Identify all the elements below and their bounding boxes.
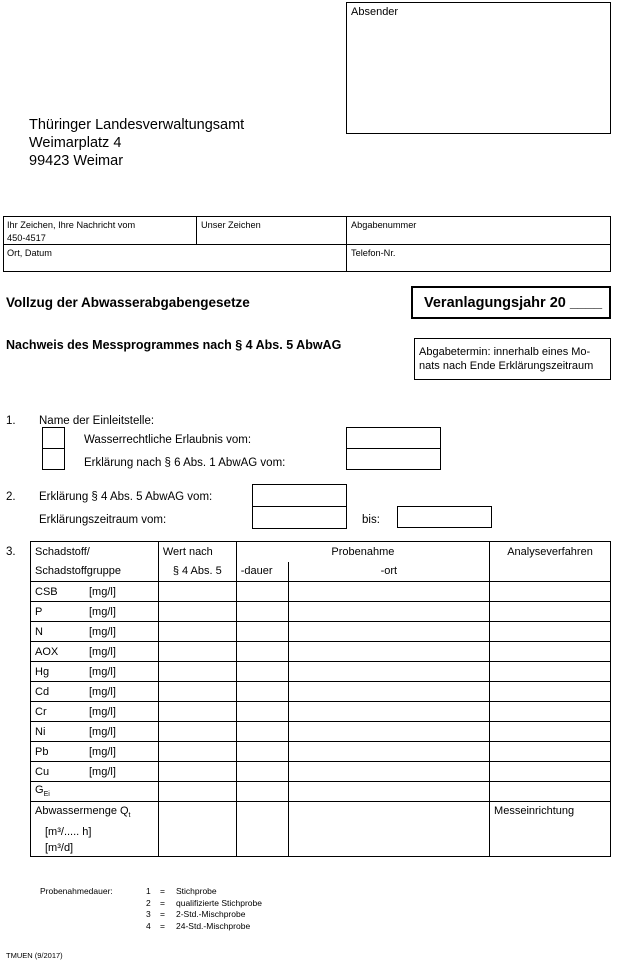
table-row <box>31 662 611 682</box>
wert-field[interactable] <box>158 642 236 662</box>
dauer-field[interactable] <box>236 602 288 622</box>
dauer-field[interactable] <box>236 722 288 742</box>
wert-field[interactable] <box>158 702 236 722</box>
table-row <box>31 642 611 662</box>
recipient-name: Thüringer Landesverwaltungsamt <box>29 117 245 133</box>
pollutant-unit: [mg/l] <box>89 605 116 618</box>
pollutant-name: Ni <box>35 725 46 738</box>
pollutant-unit: [mg/l] <box>89 705 116 718</box>
header-row-1 <box>31 542 611 562</box>
section-1-number: 1. <box>6 415 16 427</box>
pollutant-unit: [mg/l] <box>89 645 116 658</box>
legend-item <box>146 898 262 910</box>
header-schadstoff-1: Schadstoff/ <box>31 542 159 562</box>
bis-label: bis: <box>362 514 380 526</box>
pollutant-name: Hg <box>35 665 50 678</box>
divider <box>4 244 610 245</box>
pollutant-unit: [mg/l] <box>89 745 116 758</box>
legend-text: 24-Std.-Mischprobe <box>176 920 251 931</box>
legend-num: 1 <box>146 886 151 896</box>
ort-field[interactable] <box>288 582 489 602</box>
header-probenahme: Probenahme <box>236 542 489 562</box>
sender-box[interactable] <box>346 2 611 134</box>
legend-text: Stichprobe <box>176 886 217 896</box>
analyse-field[interactable] <box>490 722 611 742</box>
ort-field[interactable] <box>288 702 489 722</box>
abwassermenge-unit-h: [m³/..... h] <box>45 826 92 839</box>
wert-field[interactable] <box>158 742 236 762</box>
abwassermenge-dauer-field[interactable] <box>236 802 288 857</box>
pollutant-name: N <box>35 625 43 638</box>
ort-field[interactable] <box>288 602 489 622</box>
option-1-label: Wasserrechtliche Erlaubnis vom: <box>84 434 252 446</box>
sender-label: Absender <box>351 6 399 18</box>
analyse-field[interactable] <box>490 622 611 642</box>
pollutant-name: Pb <box>35 745 49 758</box>
ihr-zeichen-field[interactable]: 450-4517 <box>7 233 46 243</box>
dauer-field[interactable] <box>236 622 288 642</box>
header-ort: -ort <box>288 562 489 582</box>
analyse-field[interactable] <box>490 662 611 682</box>
table-row <box>31 722 611 742</box>
header-dauer: -dauer <box>236 562 288 582</box>
pollutant-label <box>31 642 159 662</box>
analyse-field[interactable] <box>490 582 611 602</box>
section-2-number: 2. <box>6 491 16 503</box>
header-row-2 <box>31 562 611 582</box>
form-title: Vollzug der Abwasserabgabengesetze <box>6 295 250 310</box>
pollutant-label <box>31 622 159 642</box>
dauer-field[interactable] <box>236 742 288 762</box>
section-3-number: 3. <box>6 546 16 558</box>
dauer-field[interactable] <box>236 582 288 602</box>
pollutant-name: Cd <box>35 685 50 698</box>
pollutant-unit: [mg/l] <box>89 665 116 678</box>
zeitraum-to-field[interactable] <box>397 506 492 528</box>
abwassermenge-ort-field[interactable] <box>288 802 489 857</box>
unser-zeichen-field[interactable] <box>197 231 345 243</box>
table-row <box>31 762 611 782</box>
analyse-field[interactable] <box>490 642 611 662</box>
veranlagungsjahr-label: Veranlagungsjahr 20 ____ <box>424 295 603 311</box>
abwassermenge-wert-field[interactable] <box>158 802 236 857</box>
table-row <box>31 602 611 622</box>
header-wert-2: § 4 Abs. 5 <box>158 562 236 582</box>
ort-field[interactable] <box>288 662 489 682</box>
pollutant-unit: [mg/l] <box>89 685 116 698</box>
reference-table <box>3 216 611 272</box>
erklaerung-4-date-field[interactable] <box>252 484 347 507</box>
ort-field[interactable] <box>288 762 489 782</box>
legend-item <box>146 886 262 898</box>
abwassermenge-row <box>31 802 611 857</box>
deadline-line-1: Abgabetermin: innerhalb eines Mo- <box>419 346 591 358</box>
ort-field[interactable] <box>288 642 489 662</box>
analyse-field[interactable] <box>490 682 611 702</box>
wert-field[interactable] <box>158 602 236 622</box>
abgabenummer-label: Abgabenummer <box>351 220 417 230</box>
ort-field[interactable] <box>288 622 489 642</box>
pollutant-label <box>31 722 159 742</box>
erklaerung-4-label: Erklärung § 4 Abs. 5 AbwAG vom: <box>39 491 213 503</box>
section-1-label: Name der Einleitstelle: <box>39 415 155 427</box>
wert-field[interactable] <box>158 682 236 702</box>
unser-zeichen-label: Unser Zeichen <box>201 220 261 230</box>
pollutant-name: AOX <box>35 645 59 658</box>
ort-datum-field[interactable] <box>4 259 345 271</box>
gei-dauer-field[interactable] <box>236 782 288 802</box>
gei-row <box>31 782 611 802</box>
legend-num: 3 <box>146 909 151 919</box>
legend-eq: = <box>160 909 165 919</box>
recipient-address <box>29 116 244 170</box>
ort-field[interactable] <box>288 742 489 762</box>
gei-ort-field[interactable] <box>288 782 489 802</box>
abgabenummer-field[interactable] <box>347 231 609 243</box>
table-row <box>31 622 611 642</box>
header-analyse-cont <box>490 562 611 582</box>
ihr-zeichen-label: Ihr Zeichen, Ihre Nachricht vom <box>7 220 136 230</box>
analyse-field[interactable] <box>490 602 611 622</box>
header-wert-1: Wert nach <box>158 542 236 562</box>
deadline-note <box>414 338 611 380</box>
wert-field[interactable] <box>158 622 236 642</box>
pollutant-label <box>31 582 159 602</box>
header-schadstoff-2: Schadstoffgruppe <box>31 562 159 582</box>
pollutant-table <box>30 541 611 857</box>
ort-field[interactable] <box>288 682 489 702</box>
recipient-city: 99423 Weimar <box>29 153 124 169</box>
abwassermenge-label: Abwassermenge $Q_t$ [m³/..... h] [m³/d] <box>31 802 159 857</box>
telefon-field[interactable] <box>347 259 609 271</box>
pollutant-unit: [mg/l] <box>89 585 116 598</box>
dauer-field[interactable] <box>236 662 288 682</box>
telefon-label: Telefon-Nr. <box>351 248 396 258</box>
messeinrichtung-label: Messeinrichtung <box>494 805 575 817</box>
legend-text: 2-Std.-Mischprobe <box>176 909 246 919</box>
legend-title: Probenahmedauer: <box>40 886 113 896</box>
dauer-field[interactable] <box>236 642 288 662</box>
dauer-field[interactable] <box>236 702 288 722</box>
pollutant-unit: [mg/l] <box>89 725 116 738</box>
option-2-checkbox[interactable] <box>42 448 65 470</box>
abwassermenge-unit-d: [m³/d] <box>45 842 74 855</box>
wert-field[interactable] <box>158 662 236 682</box>
gei-wert-field[interactable] <box>158 782 236 802</box>
dauer-field[interactable] <box>236 682 288 702</box>
pollutant-name: Cu <box>35 765 50 778</box>
legend-item <box>146 909 262 921</box>
analyse-field[interactable] <box>490 702 611 722</box>
recipient-street: Weimarplatz 4 <box>29 135 122 151</box>
option-1-checkbox[interactable] <box>42 427 65 449</box>
table-row <box>31 582 611 602</box>
dauer-field[interactable] <box>236 762 288 782</box>
legend-eq: = <box>160 886 165 896</box>
pollutant-label <box>31 682 159 702</box>
zeitraum-label: Erklärungszeitraum vom: <box>39 514 167 526</box>
legend-text: qualifizierte Stichprobe <box>176 897 262 908</box>
deadline-line-2: nats nach Ende Erklärungszeitraum <box>419 360 594 372</box>
form-subtitle: Nachweis des Messprogrammes nach § 4 Abs. 5 AbwAG <box>6 338 342 352</box>
analyse-field[interactable] <box>490 762 611 782</box>
pollutant-name: Cr <box>35 705 47 718</box>
table-row <box>31 682 611 702</box>
veranlagungsjahr-box[interactable] <box>411 286 611 319</box>
form-code: TMUEN (9/2017) <box>6 951 63 960</box>
pollutant-label <box>31 662 159 682</box>
legend-num: 2 <box>146 897 151 908</box>
legend-eq: = <box>160 897 165 908</box>
pollutant-name: P <box>35 605 43 618</box>
table-row <box>31 742 611 762</box>
analyse-field[interactable] <box>490 742 611 762</box>
table-row <box>31 702 611 722</box>
ort-datum-label: Ort, Datum <box>7 248 52 258</box>
messeinrichtung-cell[interactable] <box>490 802 611 857</box>
gei-analyse-field[interactable] <box>490 782 611 802</box>
pollutant-label <box>31 602 159 622</box>
legend-eq: = <box>160 920 165 931</box>
header-analyse: Analyseverfahren <box>490 542 611 562</box>
erlaubnis-date-field[interactable] <box>346 427 441 449</box>
wert-field[interactable] <box>158 722 236 742</box>
zeitraum-from-field[interactable] <box>252 506 347 529</box>
pollutant-label <box>31 742 159 762</box>
pollutant-unit: [mg/l] <box>89 765 116 778</box>
option-2-label: Erklärung nach § 6 Abs. 1 AbwAG vom: <box>84 457 286 469</box>
legend-list <box>146 886 262 932</box>
erklaerung-6-date-field[interactable] <box>346 448 441 470</box>
pollutant-label <box>31 702 159 722</box>
gei-label: $G_{Ei}$ <box>31 782 159 802</box>
pollutant-name: CSB <box>35 585 58 598</box>
ort-field[interactable] <box>288 722 489 742</box>
wert-field[interactable] <box>158 762 236 782</box>
legend-num: 4 <box>146 920 151 931</box>
legend-item <box>146 921 262 933</box>
pollutant-unit: [mg/l] <box>89 625 116 638</box>
wert-field[interactable] <box>158 582 236 602</box>
pollutant-label <box>31 762 159 782</box>
